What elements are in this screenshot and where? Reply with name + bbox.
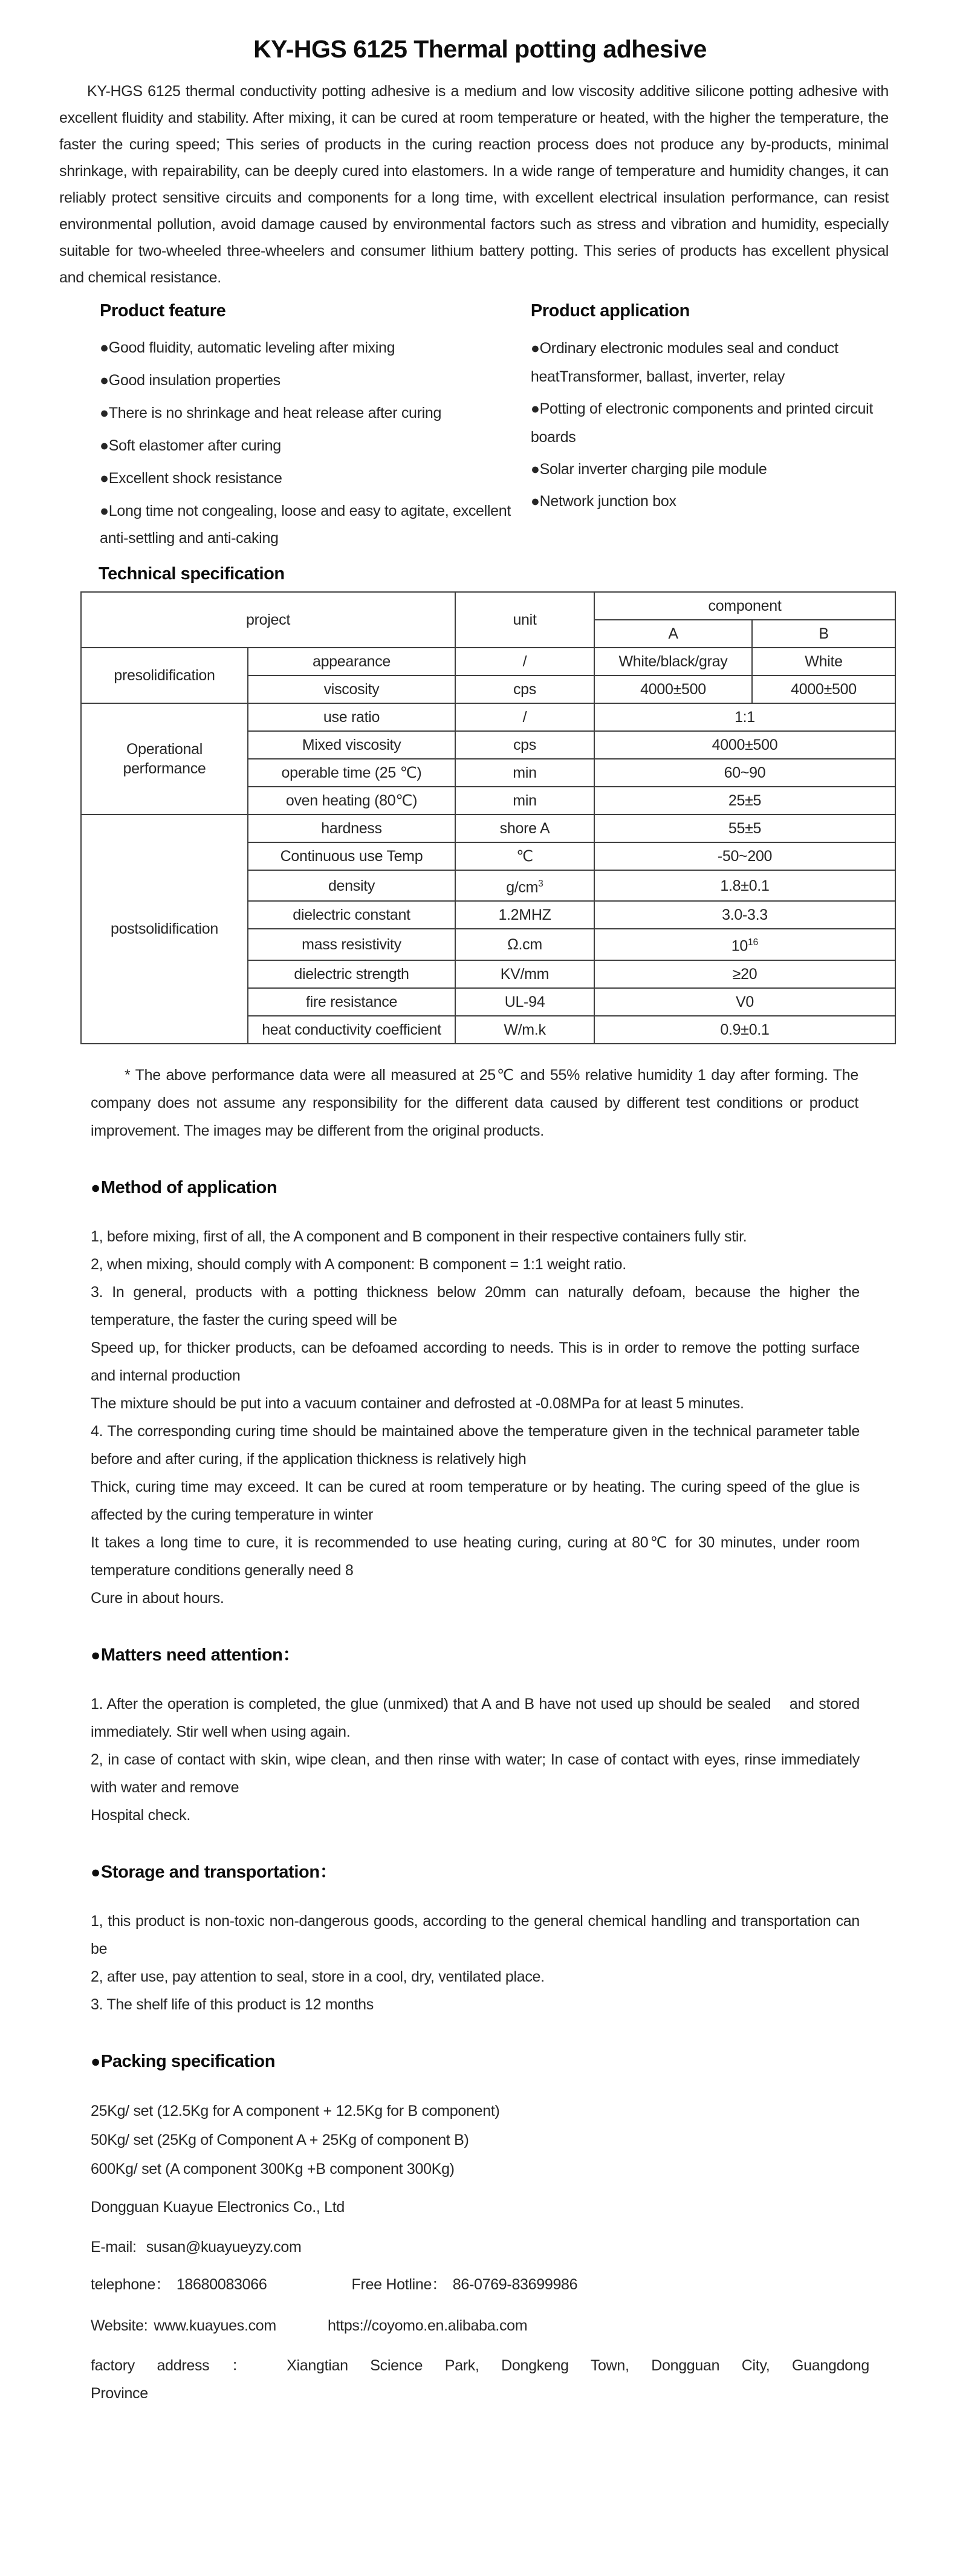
spec-cell-continuous-temp-unit: ℃ <box>455 842 594 870</box>
value-base: 10 <box>731 937 748 955</box>
spec-cell-mass-resistivity-value <box>594 929 895 960</box>
spec-group-postsolidification: postsolidification <box>81 815 248 1044</box>
matters-need-attention-heading <box>91 1641 869 1670</box>
intro-paragraph: KY-HGS 6125 thermal conductivity potting adhesive is a medium and low viscosity additive silicone potting adhesive with excellent fluidity and stability. After mixing, it can be cured at room temperature or heated, with the higher the temperature, the faster the curing speed; This series of products in the curing reaction process does not produce any by-products, minimal shrinkage, with repairability, can be deeply cured into elastomers. In a wide range of temperature and humidity changes, it can reliably protect sensitive circuits and components for a long time, with excellent electrical insulation performance, can resist environmental pollution, avoid damage caused by environmental factors such as stress and vibration and humidity, especially suitable for two-wheeled three-wheelers and consumer lithium battery potting. This series of products has excellent physical and chemical resistance. <box>59 83 889 286</box>
website-pair <box>91 2312 276 2340</box>
unit-base: g/cm <box>506 879 539 896</box>
application-item: ●Solar inverter charging pile module <box>530 461 767 478</box>
spec-header-component-b: B <box>752 620 895 648</box>
website-line <box>91 2312 869 2340</box>
bullet-icon: ● <box>91 1178 100 1197</box>
telephone-pair <box>91 2271 267 2298</box>
table-row <box>81 592 895 620</box>
heading-label: Matters need attention： <box>100 1645 300 1665</box>
packing-specification-heading <box>91 2047 869 2076</box>
telephone-label: telephone： <box>91 2275 170 2293</box>
attention-paragraph: 2, in case of contact with skin, wipe clean, and then rinse with water; In case of contact with eyes, rinse immediately with water and remove <box>91 1751 860 1796</box>
feature-item: ●Soft elastomer after curing <box>100 437 281 454</box>
spec-table <box>80 591 896 1044</box>
application-item: ●Potting of electronic components and printed circuit boards <box>530 400 874 446</box>
spec-cell-viscosity-name: viscosity <box>248 675 455 703</box>
application-item: ●Ordinary electronic modules seal and conduct heatTransformer, ballast, inverter, relay <box>530 340 838 385</box>
product-application-list <box>531 334 913 516</box>
spec-cell-continuous-temp-value: -50~200 <box>594 842 895 870</box>
attention-paragraph: Hospital check. <box>91 1806 191 1824</box>
spec-cell-appearance-unit: / <box>455 648 594 675</box>
method-paragraph: Thick, curing time may exceed. It can be cured at room temperature or by heating. The curing speed of the glue is affected by the curing temperature in winter <box>91 1478 860 1523</box>
spec-cell-mixed-viscosity-name: Mixed viscosity <box>248 731 455 759</box>
spec-cell-hardness-unit: shore A <box>455 815 594 842</box>
storage-paragraph: 1, this product is non-toxic non-dangerous goods, according to the general chemical handling and transportation can be <box>91 1912 860 1957</box>
spec-cell-fire-resistance-unit: UL-94 <box>455 988 594 1016</box>
method-paragraph: 4. The corresponding curing time should be maintained above the temperature given in the technical parameter table before and after curing, if the application thickness is relatively high <box>91 1422 860 1468</box>
spec-cell-density-value: 1.8±0.1 <box>594 870 895 901</box>
factory-address-line2: Province <box>91 2384 148 2402</box>
hotline-label: Free Hotline： <box>351 2275 447 2293</box>
unit-superscript: 3 <box>538 879 543 889</box>
spec-cell-operable-time-name: operable time (25 ℃) <box>248 759 455 787</box>
spec-cell-fire-resistance-name: fire resistance <box>248 988 455 1016</box>
measurement-note: * The above performance data were all measured at 25℃ and 55% relative humidity 1 day after forming. The company does not assume any responsibility for the different data caused by different test conditions or product improvement. The images may be different from the original products. <box>91 1066 858 1139</box>
spec-cell-oven-heating-name: oven heating (80℃) <box>248 787 455 815</box>
spec-cell-dielectric-constant-name: dielectric constant <box>248 901 455 929</box>
product-feature-list <box>100 334 515 552</box>
storage-paragraph: 2, after use, pay attention to seal, store in a cool, dry, ventilated place. <box>91 1968 545 1985</box>
bullet-icon: ● <box>91 1862 100 1881</box>
method-paragraph: Speed up, for thicker products, can be defoamed according to needs. This is in order to remove the potting surface and internal production <box>91 1339 860 1384</box>
spec-cell-mixed-viscosity-unit: cps <box>455 731 594 759</box>
spec-group-presolidification: presolidification <box>81 648 248 703</box>
storage-paragraph: 3. The shelf life of this product is 12 months <box>91 1995 374 2013</box>
factory-address-line1: factory address ： Xiangtian Science Park, Dongkeng Town, Dongguan City, Guangdong <box>91 2356 869 2374</box>
spec-cell-fire-resistance-value: V0 <box>594 988 895 1016</box>
hotline-pair <box>351 2271 577 2298</box>
table-row <box>81 648 895 675</box>
method-of-application-body <box>91 1223 860 1612</box>
product-application-column <box>531 301 913 519</box>
feature-item: ●Good insulation properties <box>100 372 281 389</box>
spec-cell-continuous-temp-name: Continuous use Temp <box>248 842 455 870</box>
method-paragraph: 1, before mixing, first of all, the A component and B component in their respective containers fully stir. <box>91 1228 747 1245</box>
hotline-value: 86-0769-83699986 <box>452 2275 578 2293</box>
spec-cell-heat-conductivity-value: 0.9±0.1 <box>594 1016 895 1044</box>
method-paragraph: 3. In general, products with a potting thickness below 20mm can naturally defoam, because the higher the temperature, the faster the curing speed will be <box>91 1283 860 1329</box>
spec-cell-dielectric-strength-name: dielectric strength <box>248 960 455 988</box>
spec-cell-operable-time-unit: min <box>455 759 594 787</box>
value-superscript: 16 <box>747 937 759 948</box>
spec-header-component: component <box>594 592 895 620</box>
product-feature-heading: Product feature <box>100 301 226 320</box>
spec-cell-hardness-value: 55±5 <box>594 815 895 842</box>
spec-header-unit: unit <box>455 592 594 648</box>
website-value: www.kuayues.com <box>154 2317 276 2334</box>
feature-item: ●Excellent shock resistance <box>100 470 282 487</box>
spec-group-operational-performance: Operational performance <box>81 703 248 815</box>
spec-cell-density-name: density <box>248 870 455 901</box>
spec-cell-viscosity-a: 4000±500 <box>594 675 752 703</box>
application-item: ●Network junction box <box>530 493 676 510</box>
spec-cell-mass-resistivity-unit: Ω.cm <box>455 929 594 960</box>
spec-cell-density-unit <box>455 870 594 901</box>
feature-item: ●Long time not congealing, loose and easy to agitate, excellent anti-settling and anti-caking <box>100 503 511 547</box>
feature-item: ●Good fluidity, automatic leveling after mixing <box>100 339 395 356</box>
heading-label: Method of application <box>100 1177 277 1197</box>
heading-label: Storage and transportation： <box>100 1862 337 1882</box>
product-application-heading: Product application <box>530 301 690 320</box>
product-feature-column <box>100 301 531 558</box>
matters-need-attention-body <box>91 1690 860 1829</box>
email-label: E-mail: <box>91 2238 137 2256</box>
method-paragraph: It takes a long time to cure, it is recommended to use heating curing, curing at 80℃ for 30 minutes, under room temperature conditions generally need 8 <box>91 1534 860 1579</box>
spec-header-component-a: A <box>594 620 752 648</box>
company-name: Dongguan Kuayue Electronics Co., Ltd <box>91 2198 345 2216</box>
page-title: KY-HGS 6125 Thermal potting adhesive <box>253 35 707 63</box>
spec-cell-viscosity-b: 4000±500 <box>752 675 895 703</box>
feature-application-columns <box>100 301 913 558</box>
method-of-application-heading <box>91 1174 869 1202</box>
spec-header-project: project <box>81 592 455 648</box>
telephone-value: 18680083066 <box>176 2275 267 2293</box>
method-paragraph: Cure in about hours. <box>91 1589 224 1607</box>
spec-cell-use-ratio-value: 1:1 <box>594 703 895 731</box>
spec-cell-heat-conductivity-unit: W/m.k <box>455 1016 594 1044</box>
packing-specification-body <box>91 2096 869 2184</box>
spec-cell-mixed-viscosity-value: 4000±500 <box>594 731 895 759</box>
method-paragraph: 2, when mixing, should comply with A component: B component = 1:1 weight ratio. <box>91 1255 626 1273</box>
phone-line <box>91 2271 869 2298</box>
storage-transportation-heading <box>91 1858 869 1887</box>
spec-cell-heat-conductivity-name: heat conductivity coefficient <box>248 1016 455 1044</box>
bullet-icon: ● <box>91 2052 100 2070</box>
technical-specification-heading: Technical specification <box>99 564 285 584</box>
spec-cell-dielectric-strength-value: ≥20 <box>594 960 895 988</box>
table-row <box>81 703 895 731</box>
packing-line: 50Kg/ set (25Kg of Component A + 25Kg of component B) <box>91 2131 469 2148</box>
method-paragraph: The mixture should be put into a vacuum container and defrosted at -0.08MPa for at least 5 minutes. <box>91 1394 744 1412</box>
storage-transportation-body <box>91 1907 860 2018</box>
spec-cell-operable-time-value: 60~90 <box>594 759 895 787</box>
email-line <box>91 2233 869 2261</box>
spec-cell-appearance-name: appearance <box>248 648 455 675</box>
spec-cell-oven-heating-value: 25±5 <box>594 787 895 815</box>
feature-item: ●There is no shrinkage and heat release after curing <box>100 405 442 421</box>
spec-cell-dielectric-strength-unit: KV/mm <box>455 960 594 988</box>
attention-paragraph: 1. After the operation is completed, the glue (unmixed) that A and B have not used up should be sealed and stored immediately. Stir well when using again. <box>91 1695 860 1740</box>
packing-line: 25Kg/ set (12.5Kg for A component + 12.5Kg for B component) <box>91 2102 500 2119</box>
email-value: susan@kuayueyzy.com <box>146 2238 302 2256</box>
spec-cell-use-ratio-name: use ratio <box>248 703 455 731</box>
website-alt-value: https://coyomo.en.alibaba.com <box>327 2317 528 2334</box>
packing-line: 600Kg/ set (A component 300Kg +B component 300Kg) <box>91 2160 455 2178</box>
spec-cell-hardness-name: hardness <box>248 815 455 842</box>
bullet-icon: ● <box>91 1645 100 1664</box>
website-label: Website: <box>91 2317 148 2334</box>
spec-cell-appearance-a: White/black/gray <box>594 648 752 675</box>
heading-label: Packing specification <box>100 2051 276 2071</box>
spec-cell-oven-heating-unit: min <box>455 787 594 815</box>
spec-cell-mass-resistivity-name: mass resistivity <box>248 929 455 960</box>
spec-cell-viscosity-unit: cps <box>455 675 594 703</box>
spec-cell-use-ratio-unit: / <box>455 703 594 731</box>
spec-cell-dielectric-constant-value: 3.0-3.3 <box>594 901 895 929</box>
spec-cell-appearance-b: White <box>752 648 895 675</box>
table-row <box>81 815 895 842</box>
spec-cell-dielectric-constant-unit: 1.2MHZ <box>455 901 594 929</box>
